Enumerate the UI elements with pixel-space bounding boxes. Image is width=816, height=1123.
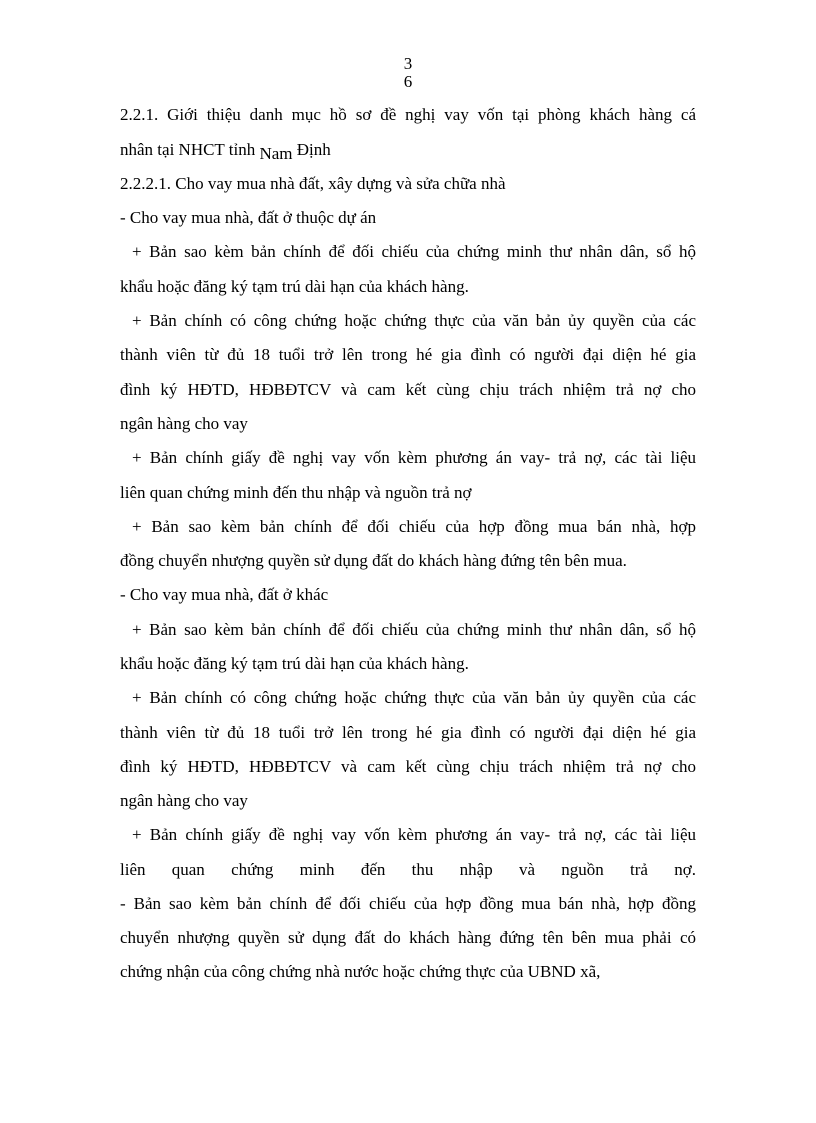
paragraph-line: + Bản chính giấy đề nghị vay vốn kèm phương án vay- trả nợ, các tài liệu xyxy=(132,825,696,844)
section-heading-2-2-1-cont xyxy=(120,139,331,161)
paragraph-line: khẩu hoặc đăng ký tạm trú dài hạn của khách hàng. xyxy=(120,654,469,673)
heading-text-part: Định xyxy=(296,140,331,159)
paragraph-line: khẩu hoặc đăng ký tạm trú dài hạn của khách hàng. xyxy=(120,277,469,296)
paragraph-line: liên quan chứng minh đến thu nhập và nguồn trả nợ xyxy=(120,483,472,502)
paragraph-line: + Bản sao kèm bản chính để đối chiếu của chứng minh thư nhân dân, sổ hộ xyxy=(132,620,696,639)
paragraph-line: liên quan chứng minh đến thu nhập và nguồn trả nợ. xyxy=(120,860,696,879)
page-number-top: 3 xyxy=(403,54,413,73)
list-heading-other-housing: - Cho vay mua nhà, đất ở khác xyxy=(120,585,329,604)
page-number-bottom: 6 xyxy=(403,72,413,91)
paragraph-line: thành viên từ đủ 18 tuổi trở lên trong hé gia đình có người đại diện hé gia xyxy=(120,345,696,364)
paragraph-line: + Bản sao kèm bản chính để đối chiếu của hợp đồng mua bán nhà, hợp xyxy=(132,517,696,536)
paragraph-line: + Bản chính có công chứng hoặc chứng thực của văn bản ủy quyền của các xyxy=(132,688,696,707)
list-heading-project-housing: - Cho vay mua nhà, đất ở thuộc dự án xyxy=(120,208,377,227)
paragraph-line: + Bản chính có công chứng hoặc chứng thực của văn bản ủy quyền của các xyxy=(132,311,696,330)
paragraph-line: - Bản sao kèm bản chính để đối chiếu của hợp đồng mua bán nhà, hợp đồng xyxy=(120,894,696,913)
paragraph-line: thành viên từ đủ 18 tuổi trở lên trong hé gia đình có người đại diện hé gia xyxy=(120,723,696,742)
paragraph-line: ngân hàng cho vay xyxy=(120,414,248,433)
paragraph-line: + Bản chính giấy đề nghị vay vốn kèm phương án vay- trả nợ, các tài liệu xyxy=(132,448,696,467)
paragraph-line: chứng nhận của công chứng nhà nước hoặc chứng thực của UBND xã, xyxy=(120,962,601,981)
paragraph-line: chuyển nhượng quyền sử dụng đất do khách hàng đứng tên bên mua phải có xyxy=(120,928,696,947)
paragraph-line: + Bản sao kèm bản chính để đối chiếu của chứng minh thư nhân dân, sổ hộ xyxy=(132,242,696,261)
heading-text-part: nhân tại NHCT tỉnh xyxy=(120,140,256,159)
paragraph-line: đình ký HĐTD, HĐBĐTCV và cam kết cùng chịu trách nhiệm trả nợ cho xyxy=(120,757,696,776)
subsection-heading-2-2-2-1: 2.2.2.1. Cho vay mua nhà đất, xây dựng và sửa chữa nhà xyxy=(120,174,506,193)
section-heading-2-2-1: 2.2.1. Giới thiệu danh mục hồ sơ đề nghị vay vốn tại phòng khách hàng cá xyxy=(120,105,696,124)
paragraph-line: đồng chuyển nhượng quyền sử dụng đất do khách hàng đứng tên bên mua. xyxy=(120,551,627,570)
heading-text-subscript: Nam xyxy=(259,144,293,163)
paragraph-line: ngân hàng cho vay xyxy=(120,791,248,810)
paragraph-line: đình ký HĐTD, HĐBĐTCV và cam kết cùng chịu trách nhiệm trả nợ cho xyxy=(120,380,696,399)
